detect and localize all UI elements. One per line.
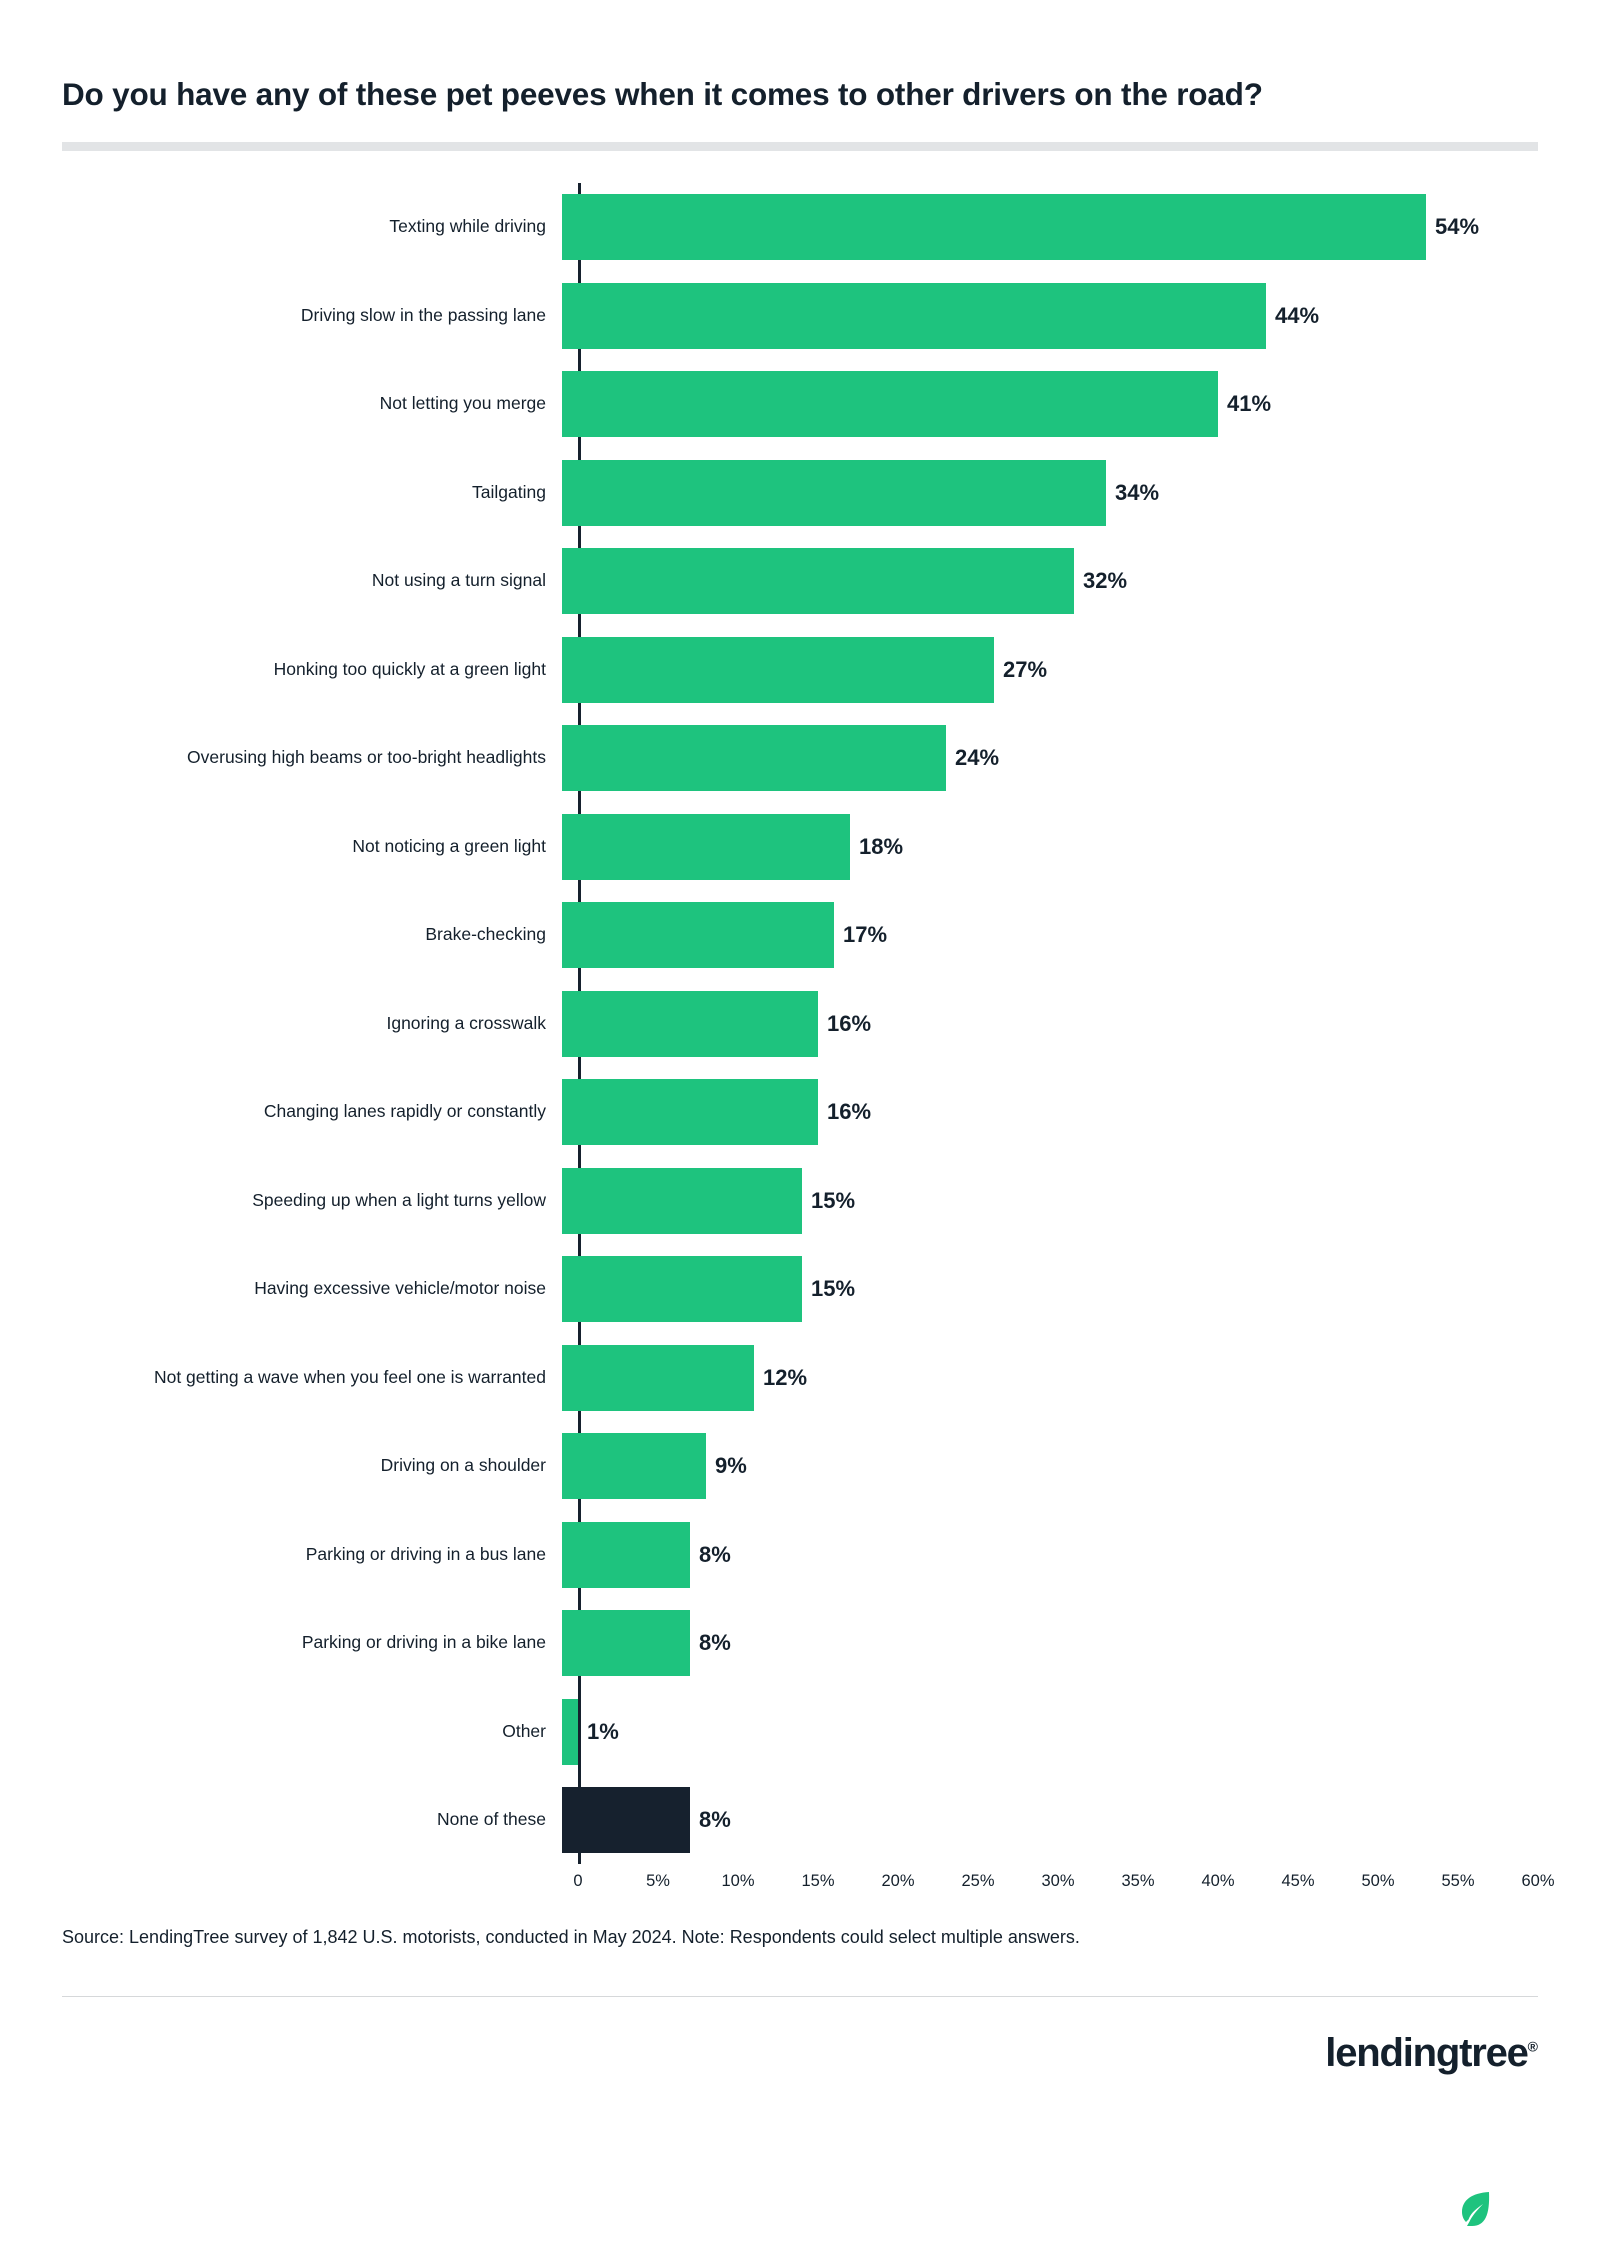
bar-chart xyxy=(62,183,1555,1903)
bar-row xyxy=(62,891,1538,980)
x-axis-tick: 45% xyxy=(1281,1872,1315,1891)
registered-mark: ® xyxy=(1527,2038,1538,2055)
bar xyxy=(562,548,1074,614)
bar xyxy=(562,194,1426,260)
bar-row xyxy=(62,271,1538,360)
x-axis-tick: 50% xyxy=(1361,1872,1395,1891)
category-label: Honking too quickly at a green light xyxy=(273,658,546,679)
bar xyxy=(562,283,1266,349)
brand-wordmark: lendingtree xyxy=(1325,2030,1528,2075)
x-axis-tick: 20% xyxy=(881,1872,915,1891)
bar-track xyxy=(562,625,1538,714)
bar xyxy=(562,725,946,791)
bar-row xyxy=(62,1245,1538,1334)
bar-value-label: 32% xyxy=(1083,568,1128,594)
bar-value-label: 8% xyxy=(699,1541,731,1567)
bar-track xyxy=(562,1156,1538,1245)
bar xyxy=(562,991,818,1057)
bar xyxy=(562,637,994,703)
bar-value-label: 8% xyxy=(699,1630,731,1656)
bar xyxy=(562,1256,802,1322)
bar xyxy=(562,1168,802,1234)
bar-row xyxy=(62,1068,1538,1157)
category-label: Driving slow in the passing lane xyxy=(300,304,546,325)
bar-track xyxy=(562,1333,1538,1422)
x-axis-tick: 10% xyxy=(721,1872,755,1891)
bar-row xyxy=(62,448,1538,537)
bar-track xyxy=(562,1510,1538,1599)
bar-row xyxy=(62,1422,1538,1511)
bar-value-label: 41% xyxy=(1227,391,1272,417)
category-label: Parking or driving in a bike lane xyxy=(301,1632,546,1653)
bar-track xyxy=(562,802,1538,891)
bar-value-label: 16% xyxy=(827,1099,872,1125)
category-label: Brake-checking xyxy=(425,924,546,945)
leaf-icon xyxy=(1458,2191,1492,2232)
bar-track xyxy=(562,360,1538,449)
bar-value-label: 54% xyxy=(1435,214,1480,240)
plot-area xyxy=(62,183,1555,1903)
bar-track xyxy=(562,183,1538,272)
bar-row xyxy=(62,625,1538,714)
category-label: Speeding up when a light turns yellow xyxy=(252,1189,546,1210)
x-axis-tick: 40% xyxy=(1201,1872,1235,1891)
category-label: Parking or driving in a bus lane xyxy=(305,1543,546,1564)
bar xyxy=(562,1433,706,1499)
bar-value-label: 24% xyxy=(955,745,1000,771)
bar-value-label: 16% xyxy=(827,1010,872,1036)
bar-value-label: 27% xyxy=(1003,656,1048,682)
bar-row xyxy=(62,979,1538,1068)
bar xyxy=(562,814,850,880)
bar-track xyxy=(562,891,1538,980)
bar-row xyxy=(62,1599,1538,1688)
category-label: Not noticing a green light xyxy=(352,835,546,856)
category-label: Not letting you merge xyxy=(379,393,546,414)
x-axis-tick: 15% xyxy=(801,1872,835,1891)
bar-track xyxy=(562,271,1538,360)
bar-row xyxy=(62,1776,1538,1865)
bar-row xyxy=(62,1687,1538,1776)
source-note: Source: LendingTree survey of 1,842 U.S. motorists, conducted in May 2024. Note: Respondents could select multiple answers. xyxy=(62,1926,1080,1947)
x-axis-tick: 60% xyxy=(1521,1872,1555,1891)
bar-value-label: 17% xyxy=(843,922,888,948)
bar-value-label: 18% xyxy=(859,833,904,859)
bar xyxy=(562,460,1106,526)
bar-track xyxy=(562,1776,1538,1865)
bar-rows xyxy=(62,183,1538,1865)
category-label: Tailgating xyxy=(472,481,546,502)
bar-value-label: 8% xyxy=(699,1807,731,1833)
bar xyxy=(562,1610,690,1676)
x-axis-tick: 25% xyxy=(961,1872,995,1891)
category-label: Driving on a shoulder xyxy=(380,1455,546,1476)
bar-row xyxy=(62,714,1538,803)
brand-name xyxy=(1325,2031,1538,2076)
bar-track xyxy=(562,537,1538,626)
category-label: Not using a turn signal xyxy=(371,570,546,591)
bar xyxy=(562,1699,578,1765)
bar-value-label: 15% xyxy=(811,1276,856,1302)
bar xyxy=(562,1522,690,1588)
footer-divider xyxy=(62,1996,1538,1997)
bar-row xyxy=(62,1156,1538,1245)
category-label: Overusing high beams or too-bright headlights xyxy=(187,747,546,768)
bar-track xyxy=(562,979,1538,1068)
bar-track xyxy=(562,1599,1538,1688)
x-axis-tick: 55% xyxy=(1441,1872,1475,1891)
bar-row xyxy=(62,1510,1538,1599)
x-axis xyxy=(62,1872,1555,1898)
bar xyxy=(562,902,834,968)
bar-track xyxy=(562,1422,1538,1511)
bar xyxy=(562,1345,754,1411)
bar-value-label: 12% xyxy=(763,1364,808,1390)
page-title: Do you have any of these pet peeves when it comes to other drivers on the road? xyxy=(62,76,1263,112)
x-axis-tick: 0 xyxy=(573,1872,583,1891)
bar-row xyxy=(62,802,1538,891)
category-label: Changing lanes rapidly or constantly xyxy=(263,1101,546,1122)
category-label: Having excessive vehicle/motor noise xyxy=(254,1278,546,1299)
bar-row xyxy=(62,537,1538,626)
bar-value-label: 44% xyxy=(1275,302,1320,328)
bar-track xyxy=(562,714,1538,803)
title-divider xyxy=(62,142,1538,151)
x-axis-tick: 30% xyxy=(1041,1872,1075,1891)
bar-row xyxy=(62,183,1538,272)
bar-value-label: 34% xyxy=(1115,479,1160,505)
bar xyxy=(562,1079,818,1145)
x-axis-tick: 35% xyxy=(1121,1872,1155,1891)
bar-track xyxy=(562,1245,1538,1334)
bar xyxy=(562,371,1218,437)
category-label: None of these xyxy=(437,1809,546,1830)
bar-value-label: 15% xyxy=(811,1187,856,1213)
bar-row xyxy=(62,360,1538,449)
category-label: Other xyxy=(502,1720,546,1741)
x-axis-tick: 5% xyxy=(646,1872,670,1891)
category-label: Not getting a wave when you feel one is warranted xyxy=(153,1366,546,1387)
bar-row xyxy=(62,1333,1538,1422)
brand-logo xyxy=(62,2031,1538,2076)
bar-value-label: 9% xyxy=(715,1453,747,1479)
bar-track xyxy=(562,1687,1538,1776)
bar-track xyxy=(562,1068,1538,1157)
category-label: Texting while driving xyxy=(389,216,546,237)
category-label: Ignoring a crosswalk xyxy=(386,1012,546,1033)
bar-value-label: 1% xyxy=(587,1718,619,1744)
bar xyxy=(562,1787,690,1853)
bar-track xyxy=(562,448,1538,537)
